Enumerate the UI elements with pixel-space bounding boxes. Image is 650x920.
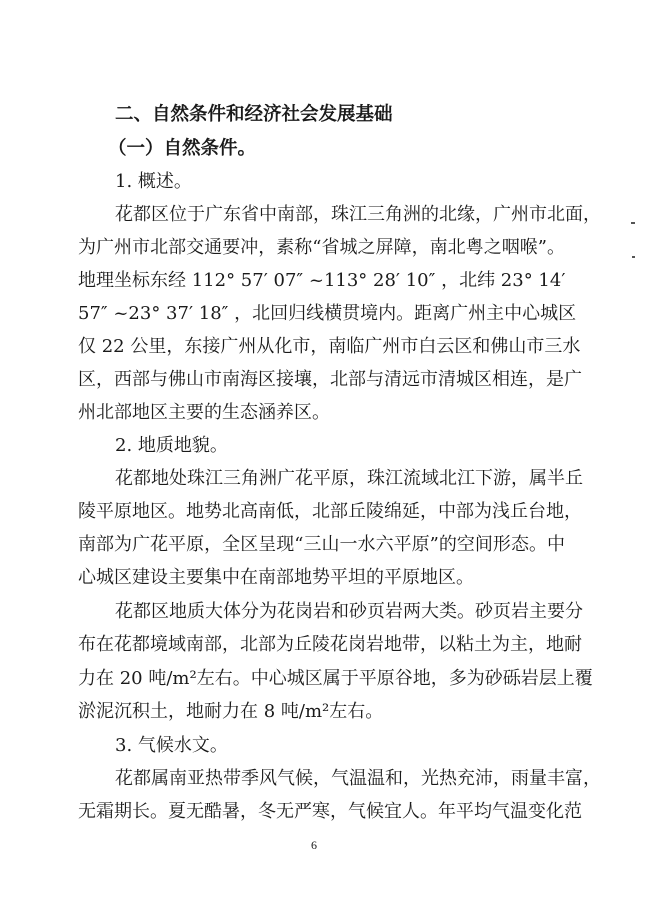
item1-title: 1. 概述。 xyxy=(115,171,192,192)
paragraph-line: 为广州市北部交通要冲，素称“省城之屏障，南北粤之咽喉”。 xyxy=(78,237,565,258)
subsection-title: （一）自然条件。 xyxy=(108,138,257,159)
scan-mark xyxy=(632,256,635,258)
paragraph-line: 花都区位于广东省中南部，珠江三角洲的北缘，广州市北面， xyxy=(115,204,601,225)
paragraph-line: 花都属南亚热带季风气候，气温温和，光热充沛，雨量丰富， xyxy=(115,768,601,789)
paragraph-line: 仅 22 公里，东接广州从化市，南临广州市白云区和佛山市三水 xyxy=(78,336,581,357)
section-title: 二、自然条件和经济社会发展基础 xyxy=(115,104,393,125)
paragraph-line: 州北部地区主要的生态涵养区。 xyxy=(78,402,330,423)
paragraph-line: 南部为广花平原，全区呈现“三山一水六平原”的空间形态。中 xyxy=(78,534,565,555)
scan-mark xyxy=(631,222,635,224)
paragraph-line: 布在花都境域南部，北部为丘陵花岗岩地带，以粘土为主，地耐 xyxy=(78,634,582,655)
paragraph-line: 地理坐标东经 112° 57′ 07″ ~113° 28′ 10″ ，北纬 23° 14′ xyxy=(78,270,566,291)
paragraph-line: 区，西部与佛山市南海区接壤，北部与清远市清城区相连，是广 xyxy=(78,369,582,390)
page-number: 6 xyxy=(311,838,317,852)
paragraph-line: 无霜期长。夏无酷暑，冬无严寒，气候宜人。年平均气温变化范 xyxy=(78,801,582,822)
paragraph-line: 心城区建设主要集中在南部地势平坦的平原地区。 xyxy=(78,567,474,588)
paragraph-line: 花都区地质大体分为花岗岩和砂页岩两大类。砂页岩主要分 xyxy=(115,601,583,622)
item2-title: 2. 地质地貌。 xyxy=(115,435,228,456)
paragraph-line: 57″ ~23° 37′ 18″ ，北回归线横贯境内。距离广州主中心城区 xyxy=(78,303,577,324)
paragraph-line: 花都地处珠江三角洲广花平原，珠江流域北江下游，属半丘 xyxy=(115,468,583,489)
paragraph-line: 淤泥沉积土，地耐力在 8 吨/m²左右。 xyxy=(78,701,384,722)
item3-title: 3. 气候水文。 xyxy=(115,735,228,756)
paragraph-line: 力在 20 吨/m²左右。中心城区属于平原谷地，多为砂砾岩层上覆 xyxy=(78,668,593,689)
paragraph-line: 陵平原地区。地势北高南低，北部丘陵绵延，中部为浅丘台地， xyxy=(78,501,582,522)
